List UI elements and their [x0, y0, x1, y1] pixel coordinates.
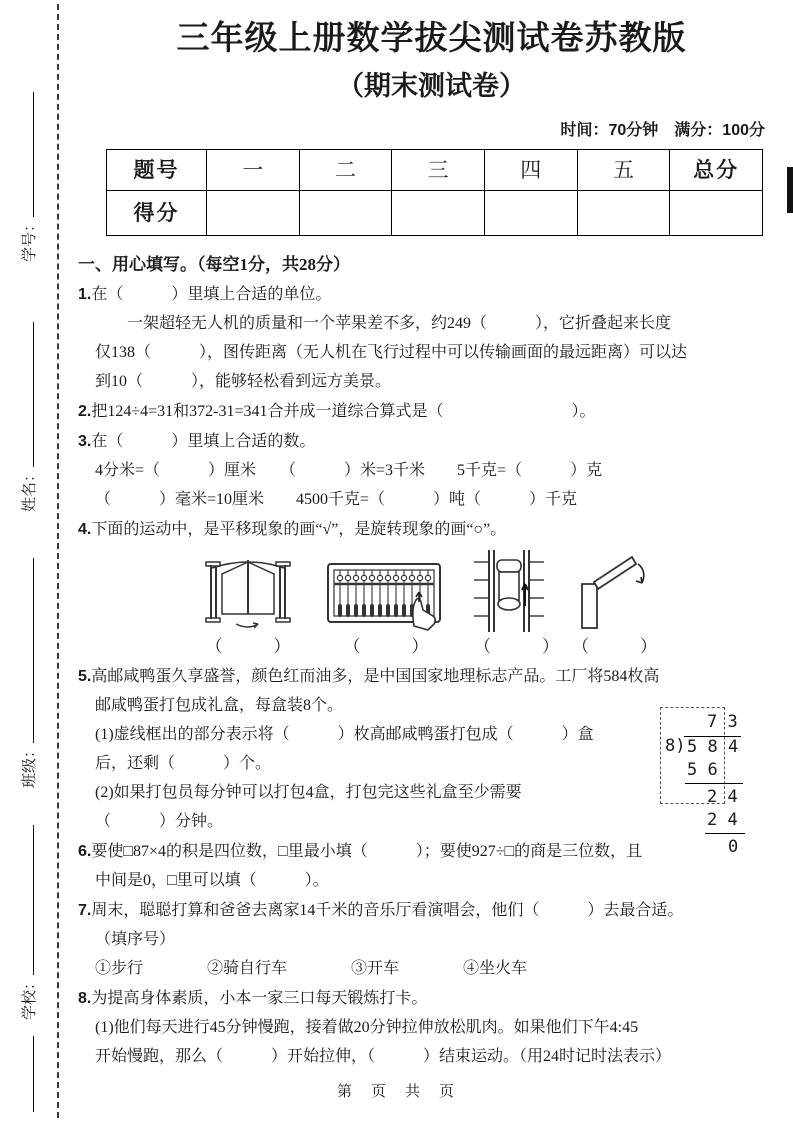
section-1-heading — [78, 250, 785, 279]
division-step: 2 4 — [707, 810, 738, 830]
section-1-title: 一、用心填写。 — [78, 255, 197, 274]
question-text: 4分米=（ ）厘米 （ ）米=3千米 5千克=（ ）克 — [95, 462, 603, 479]
question-4 — [78, 515, 785, 661]
question-number: 2. — [78, 403, 92, 420]
division-step: 5 6 — [687, 760, 718, 780]
class-blank — [19, 558, 34, 743]
division-rule — [685, 783, 743, 784]
school-blank — [19, 825, 34, 975]
answer-blank: （ ） — [343, 637, 429, 656]
division-quotient: 7 3 — [707, 712, 738, 732]
abacus-icon — [326, 562, 446, 632]
question-number: 8. — [78, 990, 92, 1007]
elevator-icon — [474, 550, 544, 632]
question-text: 开始慢跑，那么（ ）开始拉伸，（ ）结束运动。（用24时记时法表示） — [95, 1048, 672, 1065]
division-step: 2 4 — [707, 787, 738, 807]
student-name-blank — [19, 322, 34, 467]
score-table-header-cell: 四 — [484, 150, 577, 191]
score-table-header-row — [107, 150, 763, 191]
question-number: 3. — [78, 433, 92, 450]
score-cell — [670, 191, 763, 236]
division-dividend: 5 8 4 — [684, 736, 741, 757]
score-row-label: 得分 — [107, 191, 207, 236]
question-text: 在（ ）里填上合适的数。 — [91, 433, 316, 450]
score-table-header-cell: 题号 — [107, 150, 207, 191]
question-text: 下面的运动中，是平移现象的画“√”，是旋转现象的画“○”。 — [91, 521, 507, 538]
score-table-header-cell: 一 — [207, 150, 300, 191]
question-8 — [78, 984, 785, 1071]
score-table — [106, 149, 763, 236]
question-text: 为提高身体素质，小本一家三口每天锻炼打卡。 — [91, 990, 428, 1007]
score-table-header-cell: 总分 — [670, 150, 763, 191]
question-text: 后，还剩（ ）个。 — [95, 755, 272, 772]
question-3 — [78, 427, 785, 514]
student-name-field — [16, 322, 45, 512]
school-field — [16, 825, 45, 1020]
student-id-field — [16, 92, 45, 262]
revolving-door-icon — [198, 552, 298, 632]
page-subtitle: （期末测试卷） — [337, 71, 526, 101]
question-number: 6. — [78, 843, 92, 860]
scan-registration-mark — [787, 167, 793, 213]
question-options: ①步行 ②骑自行车 ③开车 ④坐火车 — [95, 960, 528, 977]
score-table-header-cell: 二 — [299, 150, 392, 191]
barrier-gate-icon — [572, 554, 657, 632]
question-7 — [78, 896, 785, 983]
question-text: 在（ ）里填上合适的单位。 — [91, 286, 332, 303]
question-2 — [78, 397, 785, 426]
page-footer: 第 页 共 页 — [336, 1084, 456, 1100]
hand-icon — [413, 592, 435, 630]
question-text: （ ）分钟。 — [95, 813, 224, 830]
student-name-label: 姓名： — [22, 466, 38, 512]
student-id-label: 学号： — [22, 216, 38, 262]
division-rule — [705, 833, 745, 834]
question-text: 仅138（ ），图传距离（无人机在飞行过程中可以传输画面的最远距离）可以达 — [95, 344, 688, 361]
student-id-blank — [19, 92, 34, 217]
question-text: 周末，聪聪打算和爸爸去离家14千米的音乐厅看演唱会，他们（ ）去最合适。 — [91, 902, 684, 919]
question-text: 到10（ ），能够轻松看到远方美景。 — [95, 373, 392, 390]
page-title: 三年级上册数学拔尖测试卷苏教版 — [176, 19, 687, 56]
question-number: 4. — [78, 521, 92, 538]
question-text: 中间是0，□里可以填（ ）。 — [95, 872, 329, 889]
question-1 — [78, 280, 785, 396]
question-4-figures — [198, 550, 785, 632]
question-text: 把124÷4=31和372-31=341合并成一道综合算式是（ ）。 — [91, 403, 596, 420]
long-division-figure — [659, 712, 771, 862]
school-label: 学校： — [22, 974, 38, 1020]
question-text: （ ）毫米=10厘米 4500千克=（ ）吨（ ）千克 — [95, 491, 578, 508]
score-cell — [484, 191, 577, 236]
division-divisor: 8) — [665, 736, 686, 756]
score-cell — [577, 191, 670, 236]
score-table-header-cell: 三 — [392, 150, 485, 191]
score-table-header-cell: 五 — [577, 150, 670, 191]
question-text: 邮咸鸭蛋打包成礼盒，每盒装8个。 — [95, 697, 344, 714]
question-text: (1)虚线框出的部分表示将（ ）枚高邮咸鸭蛋打包成（ ）盒 — [95, 726, 594, 743]
answer-blank: （ ） — [572, 637, 657, 656]
division-remainder: 0 — [728, 837, 739, 857]
question-number: 1. — [78, 286, 92, 303]
dashed-fold-line — [57, 4, 59, 1118]
section-1-points: （每空1分，共28分） — [197, 255, 350, 274]
question-text: 要使□87×4的积是四位数，□里最小填（ ）；要使927÷□的商是三位数，且 — [91, 843, 643, 860]
question-text: 高邮咸鸭蛋久享盛誉，颜色红而油多，是中国国家地理标志产品。工厂将584枚高 — [91, 668, 660, 685]
question-text: 一架超轻无人机的质量和一个苹果差不多，约249（ ），它折叠起来长度 — [127, 315, 672, 332]
answer-blank: （ ） — [474, 637, 559, 656]
question-text: （填序号） — [95, 931, 176, 948]
question-text: (2)如果打包员每分钟可以打包4盒，打包完这些礼盒至少需要 — [95, 784, 522, 801]
question-4-answer-blanks — [198, 632, 785, 661]
score-cell — [299, 191, 392, 236]
time-score-info: 时间：70分钟 满分：100分 — [560, 122, 765, 139]
class-label: 班级： — [22, 742, 38, 788]
score-table-score-row — [107, 191, 763, 236]
question-number: 5. — [78, 668, 92, 685]
score-cell — [207, 191, 300, 236]
score-cell — [392, 191, 485, 236]
question-number: 7. — [78, 902, 92, 919]
question-text: (1)他们每天进行45分钟慢跑，接着做20分钟拉伸放松肌肉。如果他们下午4:45 — [95, 1019, 639, 1036]
answer-blank: （ ） — [205, 637, 291, 656]
class-field — [16, 558, 45, 788]
